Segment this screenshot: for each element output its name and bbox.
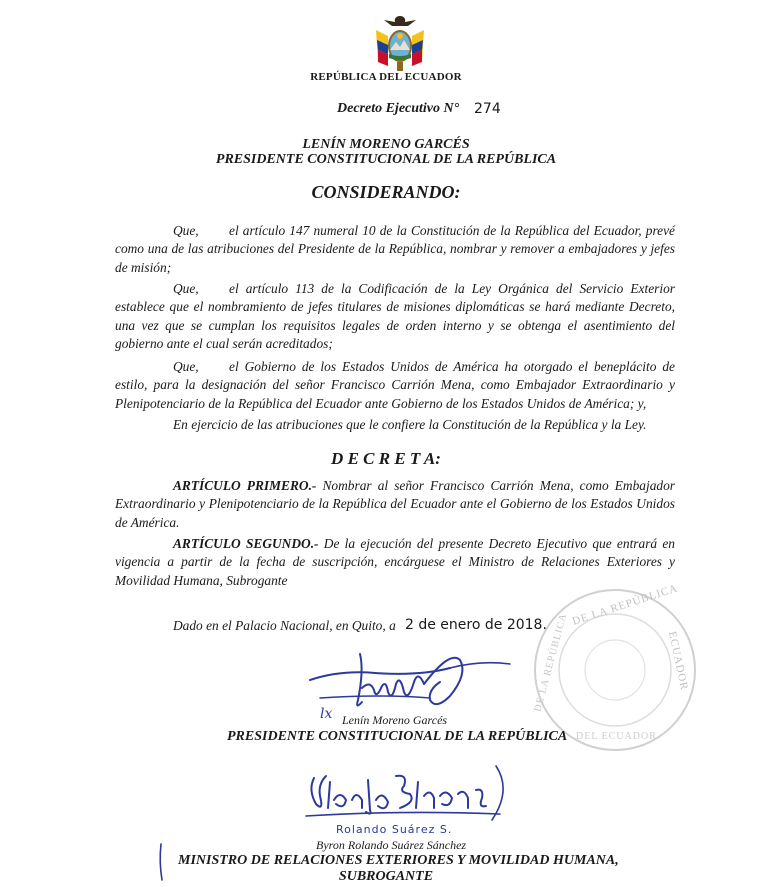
seal-left-text: DE LA REPÚBLICA [532, 611, 570, 714]
paragraph-lead: Que, [173, 359, 199, 374]
paragraph-lead: Que, [173, 281, 199, 296]
article-1 [115, 477, 675, 532]
initials-handwritten: lx [320, 706, 333, 722]
closing-given-at: Dado en el Palacio Nacional, en Quito, a [173, 618, 396, 633]
closing-date: 2 de enero de 2018. [405, 617, 547, 633]
considerando-paragraph-1 [115, 222, 675, 277]
minister-signature [300, 760, 530, 830]
article-2-title: ARTÍCULO SEGUNDO.- [173, 536, 319, 551]
considerando-paragraph-3 [115, 358, 675, 413]
minister-signature-name: Byron Rolando Suárez Sánchez [316, 838, 467, 852]
minister-handwritten-name: Rolando Suárez S. [336, 823, 453, 836]
seal-bottom-text: DEL ECUADOR [576, 731, 657, 742]
article-1-text: Nombrar al señor Francisco Carrión Mena, como Embajador Extraordinario y Plenipotenciario de la República del Ecuador ante el Gobierno de los Estados Unidos de América. [115, 478, 675, 530]
president-signature-name: Lenín Moreno Garcés [342, 713, 448, 727]
paragraph-text: el Gobierno de los Estados Unidos de América ha otorgado el beneplácito de estilo, para la designación del señor Francisco Carrión Mena, como Embajador Extraordinario y Plenipotenciario de la República del Ecuador ante Gobierno de los Estados Unidos de América; y, [115, 359, 675, 411]
issuer-title: PRESIDENTE CONSTITUCIONAL DE LA REPÚBLICA [215, 152, 557, 167]
seal-right-text: ECUADOR [665, 630, 691, 692]
considerando-paragraph-2 [115, 280, 675, 354]
article-2-text: De la ejecución del presente Decreto Ejecutivo que entrará en vigencia a partir de la fecha de suscripción, encárguese el Ministro de Relaciones Exteriores y Movilidad Humana, Subrogante [115, 536, 675, 588]
decreta-heading: D E C R E T A: [331, 449, 441, 468]
minister-title-line1: MINISTRO DE RELACIONES EXTERIORES Y MOVILIDAD HUMANA, [178, 853, 619, 868]
paragraph-text: el artículo 113 de la Codificación de la Ley Orgánica del Servicio Exterior establece que el nombramiento de jefes titulares de misiones diplomáticas se hará mediante Decreto, una vez que se cumplan los requisitos legales de orden interno y se obtenga el asentimiento del gobierno ante el cual serán acreditados; [115, 281, 675, 352]
country-name: REPÚBLICA DEL ECUADOR [310, 71, 462, 83]
exercise-clause [115, 416, 675, 434]
exercise-text: En ejercicio de las atribuciones que le confiere la Constitución de la República y la Ley. [173, 417, 647, 432]
decree-label: Decreto Ejecutivo N° [337, 101, 460, 116]
coat-of-arms-icon [370, 12, 430, 74]
considerando-heading: CONSIDERANDO: [311, 182, 461, 202]
pen-mark [155, 842, 169, 882]
paragraph-text: el artículo 147 numeral 10 de la Constitución de la República del Ecuador, prevé como una de las atribuciones del Presidente de la República, nombrar y remover a embajadores y jefes de misión; [115, 223, 675, 275]
article-1-title: ARTÍCULO PRIMERO.- [173, 478, 317, 493]
president-signature-title: PRESIDENTE CONSTITUCIONAL DE LA REPÚBLICA [227, 729, 568, 744]
paragraph-lead: Que, [173, 223, 199, 238]
minister-title-line2: SUBROGANTE [338, 869, 434, 884]
article-2 [115, 535, 675, 590]
decree-number: 274 [474, 101, 501, 117]
seal-top-text: DE LA REPÚBLICA [570, 582, 680, 628]
issuer-name: LENÍN MORENO GARCÉS [302, 137, 470, 152]
